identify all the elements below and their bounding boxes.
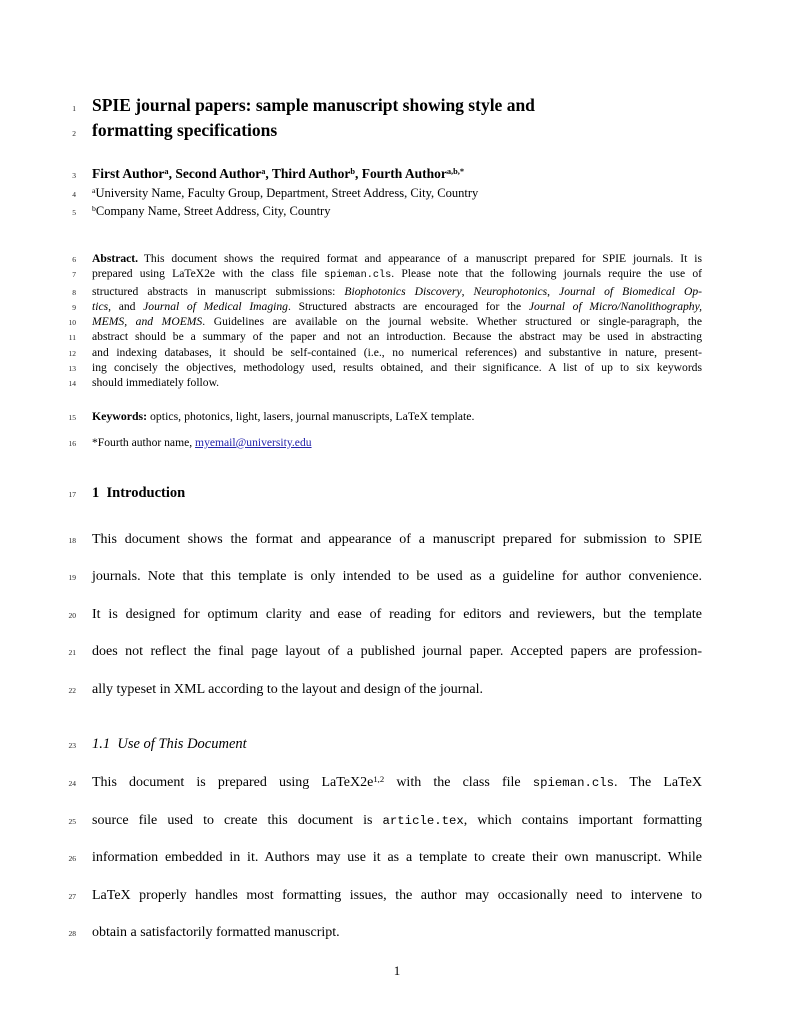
line-text bbox=[92, 118, 702, 143]
italic-text: Neurophotonics bbox=[473, 284, 548, 298]
abstract bbox=[0, 251, 702, 391]
line-text bbox=[92, 266, 702, 283]
line-number: 19 bbox=[68, 573, 76, 583]
text-segment: does not reflect the final page layout of a published journal paper. Accepted papers are profession- bbox=[92, 644, 702, 660]
line-number: 2 bbox=[72, 129, 76, 138]
bold-text: Keywords: bbox=[92, 408, 148, 423]
line-text bbox=[92, 435, 702, 450]
sup-text: 1,2 bbox=[373, 773, 385, 784]
manuscript-line bbox=[0, 185, 702, 203]
line-number: 22 bbox=[68, 685, 76, 695]
text-segment: , and bbox=[108, 299, 144, 313]
line-text bbox=[92, 314, 702, 329]
sup-text: a,b,* bbox=[446, 166, 465, 176]
line-number: 28 bbox=[68, 929, 76, 939]
line-text bbox=[92, 811, 702, 831]
text-segment: , bbox=[547, 284, 560, 298]
manuscript-line bbox=[0, 567, 702, 605]
line-number: 1 bbox=[72, 104, 76, 113]
line-number: 13 bbox=[68, 364, 76, 374]
manuscript-line bbox=[0, 284, 702, 299]
text-segment: It is designed for optimum clarity and ease of reading for editors and reviewers, but the template bbox=[92, 606, 702, 622]
line-number: 7 bbox=[72, 270, 76, 280]
sup-text: b bbox=[350, 166, 355, 176]
text-segment: formatting specifications bbox=[92, 120, 278, 140]
text-segment: First Author bbox=[92, 166, 165, 181]
manuscript-line bbox=[0, 435, 702, 450]
manuscript-line bbox=[0, 93, 702, 118]
line-text bbox=[92, 605, 702, 625]
text-segment: LaTeX properly handles most formatting issues, the author may occasionally need to intervene to bbox=[92, 887, 702, 903]
line-number: 25 bbox=[68, 816, 76, 826]
manuscript-line bbox=[0, 360, 702, 375]
manuscript-line bbox=[0, 605, 702, 643]
text-segment: optics, photonics, light, lasers, journal manuscripts, LaTeX template. bbox=[147, 408, 475, 423]
page-footer bbox=[0, 963, 702, 979]
text-segment: University Name, Faculty Group, Department, Street Address, City, Country bbox=[95, 186, 479, 200]
manuscript-line bbox=[0, 409, 702, 424]
manuscript-line bbox=[0, 314, 702, 329]
line-text bbox=[92, 409, 702, 424]
manuscript-line bbox=[0, 848, 702, 886]
sup-text: a bbox=[261, 166, 266, 176]
line-number: 23 bbox=[68, 741, 76, 751]
paper-title bbox=[0, 93, 702, 143]
manuscript-line bbox=[0, 642, 702, 680]
manuscript-line bbox=[0, 299, 702, 314]
line-text bbox=[92, 284, 702, 299]
line-text bbox=[92, 251, 702, 266]
line-number: 20 bbox=[68, 610, 76, 620]
italic-text: Journal of Medical Imaging bbox=[143, 299, 288, 313]
text-segment: , which contains important formatting bbox=[463, 812, 702, 828]
manuscript-line bbox=[0, 266, 702, 283]
text-segment: , Fourth Author bbox=[354, 166, 447, 181]
manuscript-line bbox=[0, 375, 702, 390]
line-text bbox=[92, 329, 702, 344]
manuscript-line bbox=[0, 773, 702, 811]
text-segment: structured abstracts in manuscript submissions: bbox=[92, 284, 345, 298]
italic-text: MEMS, and MOEMS bbox=[92, 315, 203, 329]
code-text: spieman.cls bbox=[532, 776, 615, 791]
text-segment: 1 Introduction bbox=[92, 484, 186, 501]
manuscript-line bbox=[0, 680, 702, 718]
manuscript-line bbox=[0, 811, 702, 849]
line-text bbox=[92, 93, 702, 118]
sup-text: b bbox=[92, 204, 96, 214]
text-segment: Company Name, Street Address, City, Country bbox=[95, 204, 331, 218]
line-number: 16 bbox=[68, 438, 76, 448]
line-text bbox=[92, 203, 702, 221]
section-1-introduction bbox=[0, 483, 702, 503]
bold-text: Abstract. bbox=[92, 252, 139, 265]
manuscript-line bbox=[0, 164, 702, 185]
text-segment: obtain a satisfactorily formatted manuscript. bbox=[92, 925, 340, 941]
use-of-document-paragraph bbox=[0, 773, 702, 961]
page-number bbox=[0, 963, 702, 979]
manuscript-line bbox=[0, 118, 702, 143]
text-segment: , bbox=[461, 284, 474, 298]
line-number: 3 bbox=[72, 171, 76, 180]
text-segment: ing concisely the objectives, methodology used, results obtained, and their significance. A list of up to six keywords bbox=[92, 361, 702, 375]
line-text bbox=[92, 680, 702, 700]
code-text: spieman.cls bbox=[323, 270, 392, 282]
sup-text: a bbox=[92, 186, 96, 196]
line-number: 14 bbox=[68, 379, 76, 389]
line-text bbox=[92, 483, 702, 503]
italic-text: tics bbox=[92, 299, 109, 313]
subsection-heading bbox=[0, 733, 702, 755]
line-number: 5 bbox=[72, 208, 76, 217]
italic-text: Biophotonics Discovery bbox=[344, 284, 462, 298]
manuscript-line bbox=[0, 886, 702, 924]
manuscript-line bbox=[0, 329, 702, 344]
line-number: 18 bbox=[68, 535, 76, 545]
text-segment: , Second Author bbox=[168, 166, 262, 181]
line-text bbox=[92, 773, 702, 793]
line-number: 17 bbox=[68, 489, 76, 499]
text-segment: This document shows the required format and appearance of a manuscript prepared for SPIE journals. It is bbox=[138, 252, 702, 265]
line-text bbox=[92, 642, 702, 662]
manuscript-line bbox=[0, 345, 702, 360]
section-heading bbox=[0, 483, 702, 503]
line-number: 27 bbox=[68, 891, 76, 901]
email-link[interactable]: myemail@university.edu bbox=[195, 435, 312, 449]
line-text bbox=[92, 848, 702, 868]
text-segment: *Fourth author name, bbox=[92, 435, 196, 449]
keywords bbox=[0, 409, 702, 424]
introduction-paragraph bbox=[0, 530, 702, 718]
line-text bbox=[92, 299, 702, 314]
italic-text: Journal of Micro/Nanolithography, bbox=[528, 299, 702, 313]
text-segment: prepared using LaTeX2e with the class file bbox=[92, 267, 324, 281]
italic-text: Journal of Biomedical Op- bbox=[559, 284, 702, 298]
text-segment: with the class file bbox=[384, 775, 533, 791]
authors-and-affiliations bbox=[0, 164, 702, 221]
line-number: 11 bbox=[68, 333, 76, 343]
line-text bbox=[92, 963, 702, 979]
line-number: 4 bbox=[72, 190, 76, 199]
subsection-1-1-heading bbox=[0, 733, 702, 755]
text-segment: This document shows the format and appearance of a manuscript prepared for submission to SPIE bbox=[92, 531, 702, 547]
text-segment: source file used to create this document is bbox=[92, 812, 383, 828]
text-segment: , Third Author bbox=[265, 166, 351, 181]
text-segment: 1 bbox=[393, 962, 401, 978]
line-number: 15 bbox=[68, 412, 76, 422]
manuscript-line bbox=[0, 251, 702, 266]
text-segment: 1.1 Use of This Document bbox=[92, 736, 247, 753]
line-text bbox=[92, 345, 702, 360]
text-segment: . The LaTeX bbox=[614, 775, 702, 791]
text-segment: abstract should be a summary of the paper and not an introduction. Because the abstract may be used in abstracting bbox=[92, 330, 702, 344]
line-number: 10 bbox=[68, 318, 76, 328]
line-number: 24 bbox=[68, 779, 76, 789]
line-text bbox=[92, 733, 702, 755]
line-text bbox=[92, 375, 702, 390]
text-segment: ally typeset in XML according to the layout and design of the journal. bbox=[92, 681, 483, 697]
line-number: 21 bbox=[68, 648, 76, 658]
sup-text: a bbox=[164, 166, 169, 176]
line-text bbox=[92, 164, 702, 185]
text-segment: . Structured abstracts are encouraged for the bbox=[287, 299, 529, 313]
line-text bbox=[92, 886, 702, 906]
line-text bbox=[92, 567, 702, 587]
text-segment: SPIE journal papers: sample manuscript showing style and bbox=[92, 95, 535, 115]
line-number: 26 bbox=[68, 854, 76, 864]
text-segment: should immediately follow. bbox=[92, 376, 220, 390]
line-text bbox=[92, 530, 702, 550]
text-segment: journals. Note that this template is only intended to be used as a guideline for author convenience. bbox=[92, 569, 702, 585]
text-segment: This document is prepared using LaTeX2e bbox=[92, 775, 374, 791]
text-segment: and indexing databases, it should be self-contained (i.e., no numerical references) and substantive in nature, present- bbox=[92, 345, 702, 359]
code-text: article.tex bbox=[382, 813, 464, 828]
line-text bbox=[92, 360, 702, 375]
line-text bbox=[92, 185, 702, 203]
manuscript-line bbox=[0, 923, 702, 961]
line-number: 9 bbox=[72, 302, 76, 312]
line-number: 8 bbox=[72, 287, 76, 297]
text-segment: . Guidelines are available on the journal website. Whether structured or single-paragraph, the bbox=[202, 315, 702, 329]
line-number: 12 bbox=[68, 348, 76, 358]
text-segment: . Please note that the following journals require the use of bbox=[391, 267, 702, 281]
manuscript-line bbox=[0, 530, 702, 568]
text-segment: information embedded in it. Authors may use it as a template to create their own manuscript. While bbox=[92, 850, 702, 866]
corresponding-author-footnote bbox=[0, 435, 702, 450]
manuscript-line bbox=[0, 203, 702, 221]
line-text bbox=[92, 923, 702, 943]
line-number: 6 bbox=[72, 255, 76, 264]
